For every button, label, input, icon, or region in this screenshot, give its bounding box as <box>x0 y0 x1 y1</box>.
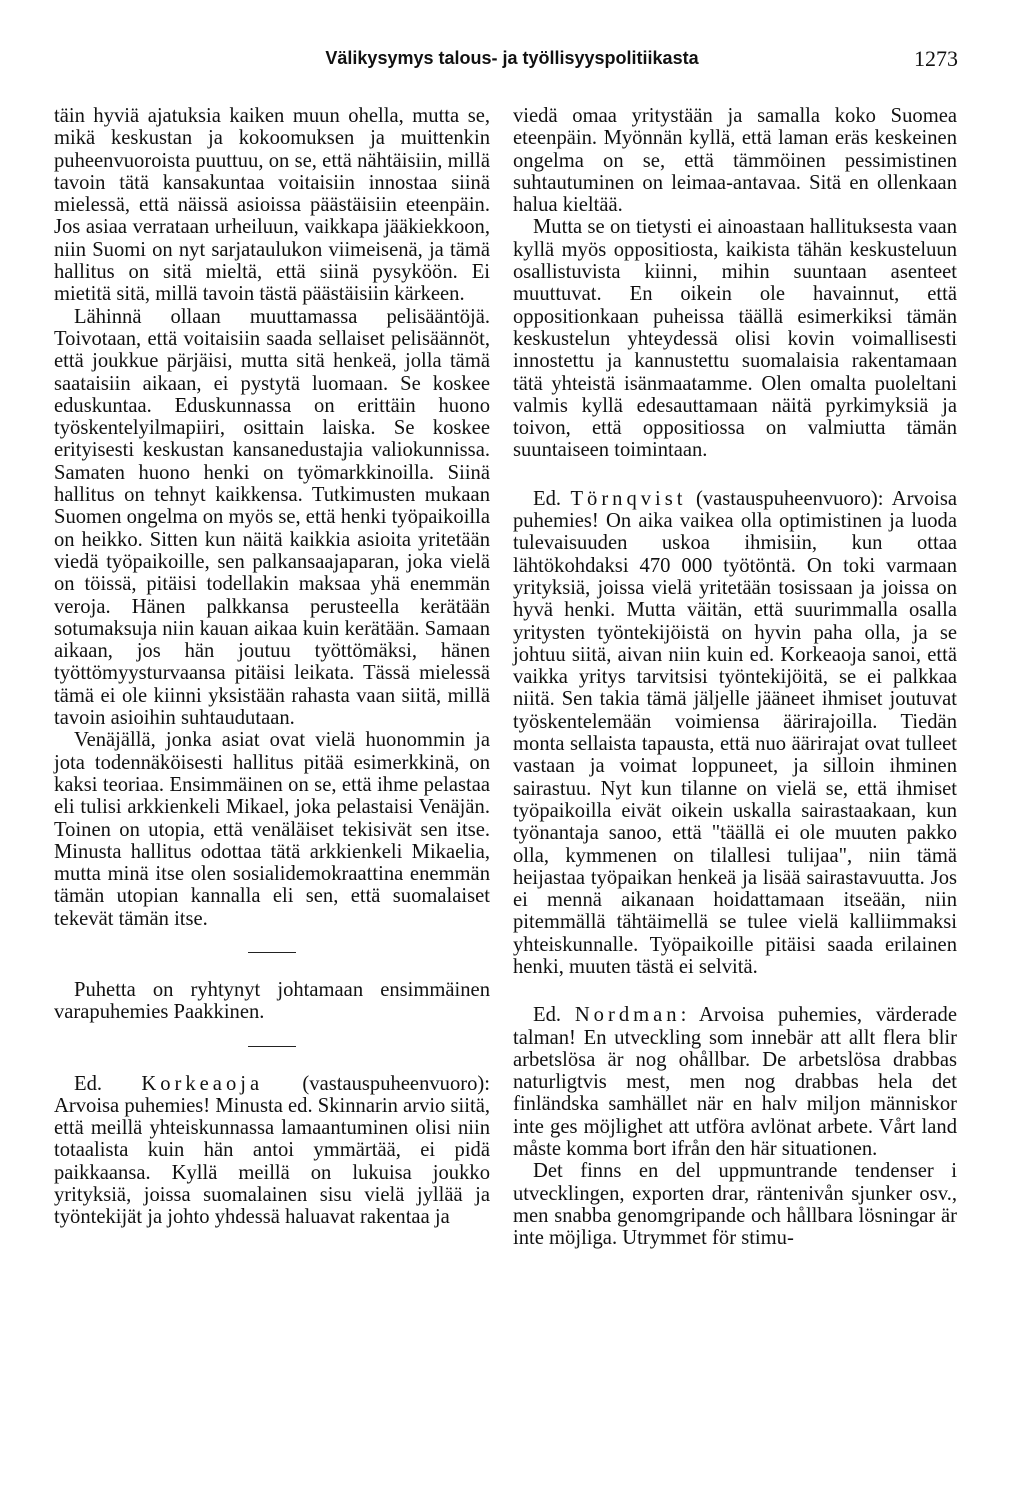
speech-separator: : <box>680 1004 687 1027</box>
right-column <box>513 105 957 1250</box>
page-number: 1273 <box>914 46 958 71</box>
speech-role: (vastauspuheenvuoro): <box>695 487 884 510</box>
page-header <box>0 46 1024 76</box>
speech-prefix: Ed. <box>533 1004 562 1027</box>
speech-text: Arvoisa puhemies! On aika vaikea olla optimistinen ja luoda tulevaisuuden uskoa ihmisiin, kun ottaa lähtökohdaksi 470 000 työtöntä. On toki varmaan yrityksiä, joissa vielä yritetään tosissaan ja joissa on hyvä henki. Mutta väitän, että suurimmalla osalla yritysten työntekijöistä on hyvin paha olla, ja se johtuu siitä, aivan niin kuin ed. Korkeaoja sanoi, että vaikka yritys tarvitsisi työntekijöitä, se ei palkkaa niitä. Sen takia tämä jäljelle jääneet ihmiset joutuvat työskentelemään voimiensa äärirajoilla. Tiedän monta sellaista tapausta, että nuo äärirajat ovat tulleet vastaan ja voimat loppuneet, ja silloin ihminen sairastuu. Nyt kun tilanne on vielä se, että ihmiset työpaikoilla eivät oikein uskalla sairastaakaan, kun työnantaja sanoo, että "täällä ei ole muuten pakko olla, kymmenen on tilallesi tulijaa", niin tämä heijastaa työpaikan henkeä ja lisää sairastavuutta. Jos ei mennä aikanaan hoidattamaan itseään, niin pitemmällä tähtäimellä se tulee vielä kalliimmaksi yhteiskunnalle. Työpaikoille pitäisi saada erilainen henki, muuten tästä ei selvitä. <box>513 487 957 978</box>
speech-prefix: Ed. <box>533 487 562 510</box>
speech-korkeaoja <box>54 1073 490 1229</box>
speech-nordman <box>513 1004 957 1160</box>
speech-tornqvist <box>513 488 957 979</box>
paragraph: Lähinnä ollaan muuttamassa pelisääntöjä. Toivotaan, että voitaisiin saada sellaiset pelisäännöt, että joukkue pärjäisi, mutta sitä henkeä, jolla tämä saataisiin aikaan, ei pystytä luomaan. Se koskee eduskuntaa. Eduskunnassa on erittäin huono työskentelyilmapiiri, osittain laiska. Se koskee erityisesti keskustan kansanedustajia valiokunnissa. Samaten huono henki on työmarkkinoilla. Siinä hallitus on tehnyt kaikkensa. Tutkimusten mukaan Suomen ongelma on myös se, että henki työpaikoilla on heikko. Sitten kun näitä kaikkia asioita yritetään viedä työpaikoille, sen palkansaajaparan, joka vielä on töissä, pitäisi todellakin maksaa yhä enemmän veroja. Hänen palkkansa perusteella kerätään sotumaksuja niin kauan aikaa kuin kerätään. Samaan aikaan, jos hän joutuu työttömäksi, hänen työttömyysturvaansa pitäisi leikata. Tässä mielessä tämä ei ole kiinni yksistään rahasta vaan siitä, millä tavoin asioihin suhtaudutaan. <box>54 305 490 730</box>
paragraph: Venäjällä, jonka asiat ovat vielä huonommin ja jota todennäköisesti hallitus pitää esimerkkinä, on kaksi teoriaa. Ensimmäinen on se, että ihme pelastaa eli tulisi arkkienkeli Mikael, joka pelastaisi Venäjän. Toinen on utopia, että venäläiset tekisivät sen itse. Minusta hallitus odottaa tätä arkkienkeli Mikaelia, mutta minä itse olen sosialidemokraattina enemmän tämän utopian kannalla eli sen, että suomalaiset tekevät tämän itse. <box>54 729 490 930</box>
speaker-name: Nordman <box>574 1004 681 1027</box>
speaker-name: Törnqvist <box>570 487 687 510</box>
speech-prefix: Ed. <box>74 1072 103 1095</box>
speaker-name: Korkeaoja <box>141 1072 264 1095</box>
paragraph: Mutta se on tietysti ei ainoastaan hallituksesta vaan kyllä myös oppositiosta, kaikista tähän keskusteluun osallistuvista kiinni, mihin suuntaan asenteet muuttuvat. En oikein ole havainnut, että oppositionkaan puheissa täällä esimerkiksi tämän keskustelun yhteydessä olisi kovin voimallisesti innostettu ja kannustettu suomalaisia rakentamaan tätä yhteistä isänmaatamme. Olen omalta puoleltani valmis kyllä edesauttamaan näitä pyrkimyksiä ja toivon, että oppositiossa on valmiutta tämän suuntaiseen toimintaan. <box>513 216 957 462</box>
speech-role: (vastauspuheenvuoro): <box>302 1072 490 1095</box>
paragraph: viedä omaa yritystään ja samalla koko Suomea eteenpäin. Myönnän kyllä, että laman eräs keskeinen ongelma on se, että tämmöinen pessimistinen suhtautuminen on leimaa-antavaa. Sitä en ollenkaan halua kieltää. <box>513 105 957 217</box>
chair-notice: Puhetta on ryhtynyt johtamaan ensimmäinen varapuhemies Paakkinen. <box>54 978 490 1024</box>
paragraph: täin hyviä ajatuksia kaiken muun ohella, mutta se, mikä keskustan ja kokoomuksen ja muittenkin puheenvuoroista puuttuu, on se, että nähtäisiin, millä tavoin tätä kansakuntaa voitaisiin innostaa siinä mielessä, että näissä asioissa päästäisiin eteenpäin. Jos asiaa verrataan urheiluun, vaikkapa jääkiekkoon, niin Suomi on nyt sarjataulukon viimeisenä, ja tämä hallitus on sitä mieltä, että siinä pysyköön. Ei mietitä sitä, millä tavoin tästä päästäisiin kärkeen. <box>54 105 490 306</box>
speech-text: Arvoisa puhemies, värderade talman! En utveckling som innebär att allt flera blir arbetslösa är nog ohållbar. De arbetslösa drabbas naturligtvis mest, men nog drabbas hela det finländska samhället när en halv miljon människor inte ges möjlighet att utföra avlönat arbete. Vårt land måste komma bort ifrån den här situationen. <box>513 1004 957 1161</box>
paragraph: Det finns en del uppmuntrande tendenser i utvecklingen, exporten drar, räntenivån sjunker osv., men snabba genomgripande och hållbara lösningar är inte möjliga. Utrymmet för stimu- <box>513 1160 957 1250</box>
running-title: Välikysymys talous- ja työllisyyspolitiikasta <box>325 48 699 68</box>
left-column <box>54 105 490 1229</box>
speech-text: Arvoisa puhemies! Minusta ed. Skinnarin arvio siitä, että meillä yhteiskunnassa lamaantuminen olisi niin totaalista kuin hän antoi ymmärtää, ei pidä paikkaansa. Kyllä meillä on lukuisa joukko yrityksiä, joissa suomalainen sisu vielä jyllää ja työntekijät ja johto yhdessä haluavat rakentaa ja <box>54 1094 490 1229</box>
